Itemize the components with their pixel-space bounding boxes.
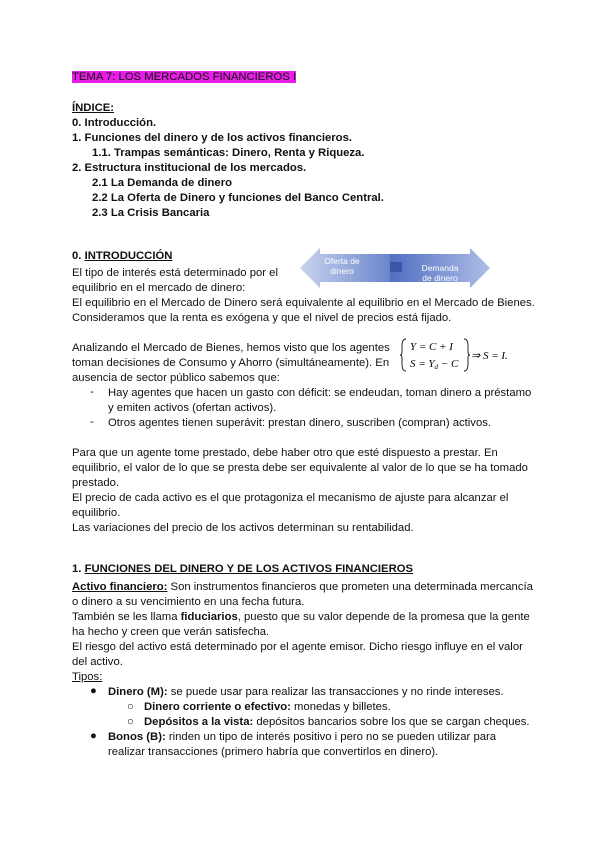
intro-paragraph-line: equilibrio en el mercado de dinero: <box>72 282 246 294</box>
activo-term: Activo financiero: <box>72 581 168 593</box>
dinero-item <box>108 685 504 700</box>
bullet-dot: ● <box>90 730 97 742</box>
title-prefix: TEMA 7 <box>72 71 113 83</box>
riesgo-line: El riesgo del activo está determinado por el agente emisor. Dicho riesgo influye en el valor <box>72 641 523 653</box>
bullet-circle: ○ <box>127 701 134 713</box>
fiduciarios-line <box>72 610 530 625</box>
intro-paragraph-line: El tipo de interés está determinado por el <box>72 267 278 279</box>
depositos-term: Depósitos a la vista: <box>144 716 254 728</box>
left-brace <box>400 339 406 371</box>
section1-title: FUNCIONES DEL DINERO Y DE LOS ACTIVOS FINANCIEROS <box>84 563 414 575</box>
dash-bullet: - <box>90 386 94 398</box>
bonos-item-line: realizar transacciones (primero habría que convertirlos en dinero). <box>108 746 439 758</box>
dash-bullet: - <box>90 416 94 428</box>
riesgo-line: del activo. <box>72 656 123 668</box>
money-market-arrows <box>300 246 490 290</box>
intro-paragraph-line: equilibrio. <box>72 507 121 519</box>
fiduciarios-line: ha hecho y creen que verán satisfecha. <box>72 626 270 638</box>
formula-eq2: S = Yd − C <box>410 358 459 371</box>
formula-eq1: Y = C + I <box>410 341 453 353</box>
intro-number: 0. <box>72 250 85 262</box>
money-market-diagram <box>300 246 490 290</box>
intro-paragraph-line: Consideramos que la renta es exógena y que el nivel de precios está fijado. <box>72 312 452 324</box>
intro-title: INTRODUCCIÓN <box>84 250 173 262</box>
intro-paragraph-line: Analizando el Mercado de Bienes, hemos visto que los agentes <box>72 342 390 354</box>
bonos-text: rinden un tipo de interés positivo i pero no se pueden utilizar para <box>165 731 497 743</box>
intro-paragraph-line: prestado. <box>72 477 120 489</box>
left-arrow-label-line1: Oferta de <box>324 256 360 266</box>
tipos-heading: Tipos: <box>72 671 103 683</box>
left-arrow-label-line2: dinero <box>330 266 354 276</box>
intro-paragraph-line: El equilibrio en el Mercado de Dinero será equivalente al equilibrio en el Mercado de Bienes. <box>72 297 535 309</box>
formula-result: ⇒ S = I. <box>471 350 508 362</box>
dinero-term: Dinero (M): <box>108 686 168 698</box>
activo-line <box>72 580 533 595</box>
index-item: 0. Introducción. <box>72 117 157 129</box>
section1-number: 1. <box>72 563 85 575</box>
index-item: 2. Estructura institucional de los mercados. <box>72 162 307 174</box>
index-item: 1. Funciones del dinero y de los activos financieros. <box>72 132 352 144</box>
index-item: 2.2 La Oferta de Dinero y funciones del Banco Central. <box>92 192 384 204</box>
title-rest: : LOS MERCADOS FINANCIEROS I <box>112 71 297 83</box>
intro-paragraph-line: equilibrio, el valor de lo que se presta debe ser equivalente al valor de lo que se ha tomado <box>72 462 528 474</box>
intro-paragraph-line: ausencia de sector público sabemos que: <box>72 372 280 384</box>
index-item: 1.1. Trampas semánticas: Dinero, Renta y Riqueza. <box>92 147 365 159</box>
index-item: 2.1 La Demanda de dinero <box>92 177 232 189</box>
formula-graphic <box>400 336 520 374</box>
corriente-text: monedas y billetes. <box>290 701 391 713</box>
depositos-text: depósitos bancarios sobre los que se cargan cheques. <box>253 716 530 728</box>
corriente-item <box>144 700 391 715</box>
right-brace <box>464 339 470 371</box>
fiduciarios-term: fiduciarios <box>180 611 238 623</box>
page-title <box>72 70 296 85</box>
intro-paragraph-line: El precio de cada activo es el que protagoniza el mecanismo de ajuste para alcanzar el <box>72 492 509 504</box>
arrow-overlap <box>390 262 402 272</box>
bonos-item <box>108 730 496 745</box>
intro-paragraph-line: toman decisiones de Consumo y Ahorro (simultáneamente). En <box>72 357 390 369</box>
dash-item-line: Hay agentes que hacen un gasto con déficit: se endeudan, toman dinero a préstamo <box>108 387 532 399</box>
dash-item-line: y emiten activos (ofertan activos). <box>108 402 277 414</box>
dash-item-line: Otros agentes tienen superávit: prestan dinero, suscriben (compran) activos. <box>108 417 492 429</box>
bullet-circle: ○ <box>127 716 134 728</box>
activo-text: Son instrumentos financieros que prometen una determinada mercancía <box>167 581 533 593</box>
bonos-term: Bonos (B): <box>108 731 166 743</box>
depositos-item <box>144 715 530 730</box>
corriente-term: Dinero corriente o efectivo: <box>144 701 291 713</box>
intro-paragraph-line: Para que un agente tome prestado, debe haber otro que esté dispuesto a prestar. En <box>72 447 498 459</box>
index-heading: ÍNDICE: <box>72 102 115 114</box>
right-arrow-label-line1: Demanda <box>421 263 459 273</box>
right-arrow-label-line2: de dinero <box>422 273 458 283</box>
index-item: 2.3 La Crisis Bancaria <box>92 207 210 219</box>
intro-heading <box>72 249 172 264</box>
fiduciarios-text-b: , puesto que su valor depende de la promesa que la gente <box>237 611 530 623</box>
activo-line: o dinero a su vencimiento en una fecha futura. <box>72 596 305 608</box>
section1-heading <box>72 562 413 577</box>
intro-paragraph-line: Las variaciones del precio de los activos determinan su rentabilidad. <box>72 522 414 534</box>
fiduciarios-text-a: También se les llama <box>72 611 181 623</box>
savings-investment-formula <box>400 336 520 374</box>
dinero-text: se puede usar para realizar las transacciones y no rinde intereses. <box>167 686 504 698</box>
bullet-dot: ● <box>90 685 97 697</box>
